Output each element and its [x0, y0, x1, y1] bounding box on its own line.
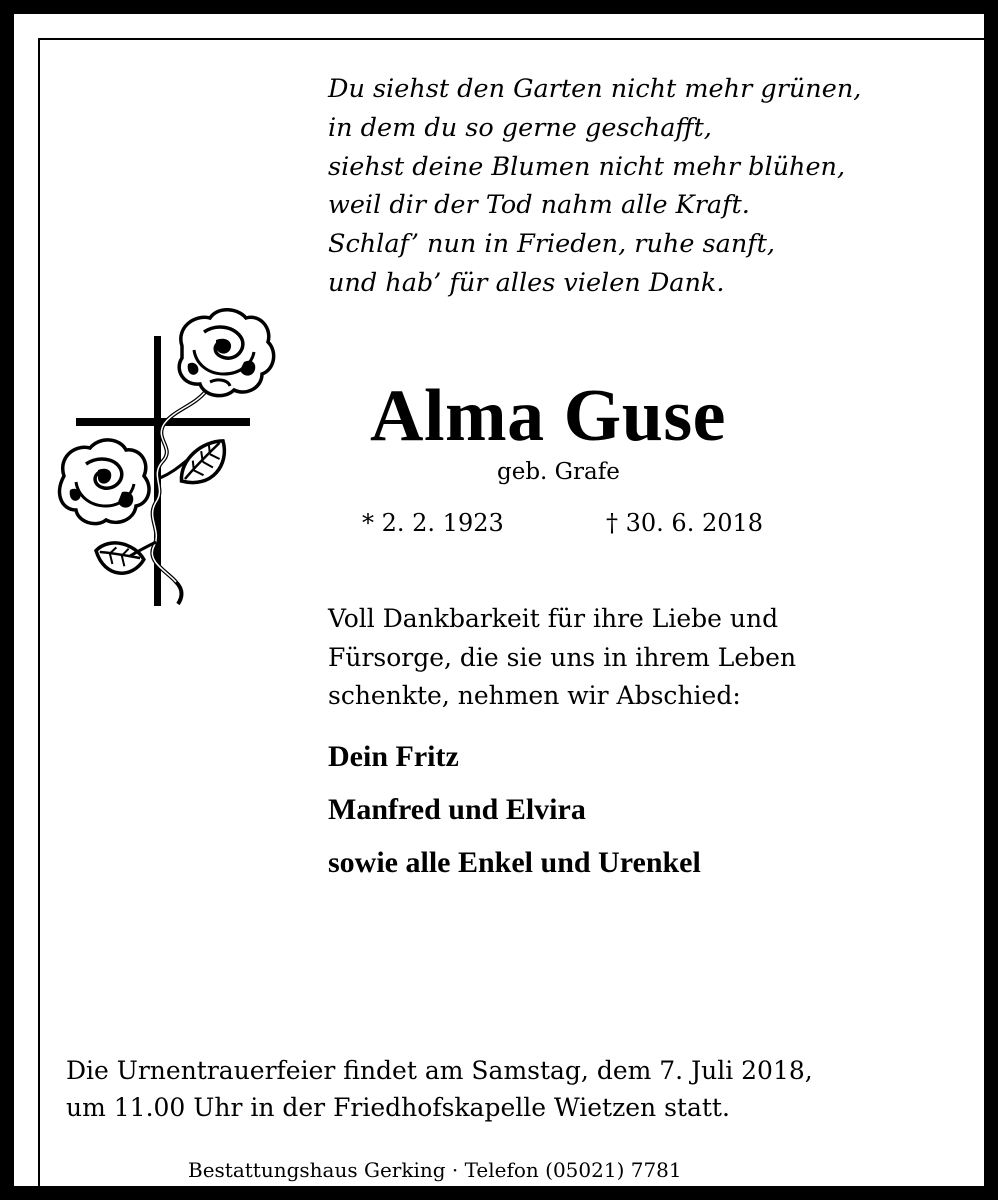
ceremony-line: Die Urnentrauerfeier findet am Samstag, dem 7. Juli 2018, [66, 1056, 813, 1085]
birth-date: * 2. 2. 1923 [362, 509, 504, 537]
ceremony-notice [66, 1052, 813, 1126]
thanks-line: Fürsorge, die sie uns in ihrem Leben [328, 642, 797, 672]
deceased-name: Alma Guse [370, 375, 726, 457]
poem-line: Du siehst den Garten nicht mehr grünen, [328, 74, 862, 104]
maiden-name: geb. Grafe [497, 459, 620, 485]
poem-line: und hab’ für alles vielen Dank. [328, 267, 725, 298]
death-date: † 30. 6. 2018 [606, 509, 764, 537]
thanks-line: schenkte, nehmen wir Abschied: [328, 681, 741, 710]
poem-line: Schlaf’ nun in Frieden, ruhe sanft, [328, 229, 776, 260]
poem [328, 70, 861, 303]
poem-line: weil dir der Tod nahm alle Kraft. [328, 190, 750, 221]
family-line: Manfred und Elvira [328, 793, 586, 826]
ceremony-line: um 11.00 Uhr in der Friedhofskapelle Wietzen statt. [66, 1093, 730, 1122]
cross-with-roses-icon [56, 306, 286, 611]
family-line: sowie alle Enkel und Urenkel [328, 846, 701, 879]
family-line: Dein Fritz [328, 740, 459, 773]
thanks-text [328, 600, 796, 716]
funeral-home-footer: Bestattungshaus Gerking · Telefon (05021) 7781 [184, 1158, 686, 1182]
poem-line: siehst deine Blumen nicht mehr blühen, [328, 151, 846, 182]
family-signatures [328, 730, 701, 889]
poem-line: in dem du so gerne geschafft, [328, 112, 712, 143]
thanks-line: Voll Dankbarkeit für ihre Liebe und [328, 604, 779, 633]
